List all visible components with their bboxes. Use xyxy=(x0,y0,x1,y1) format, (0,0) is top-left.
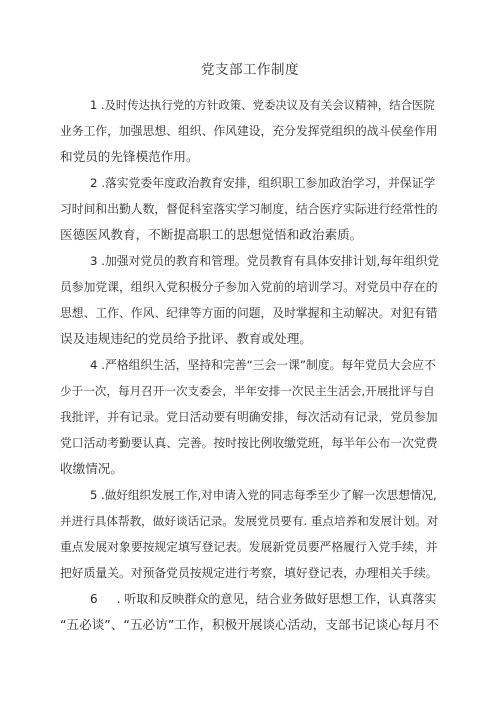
paragraph-4-line-3: 我批评，并有记录。党日活动要有明确安排，每次活动有记录，党员参加 xyxy=(60,410,438,424)
paragraph-5-line-4: 把好质量关。对预备党员按规定进行考察，填好登记表，办理相关手续。 xyxy=(60,566,438,580)
paragraph-2-line-2: 习时间和出勤人数，督促科室落实学习制度，结合医疗实际进行经常性的 xyxy=(60,202,438,216)
paragraph-4-line-5: 收缴情况。 xyxy=(60,461,123,476)
paragraph-3-line-2: 员参加党课，组织入党积极分子参加入党前的培训学习。对党员中存在的 xyxy=(60,280,438,294)
paragraph-4-line-4: 党口活动考勤要认真、完善。按时按比例收缴党班，每半年公布一次党费 xyxy=(60,436,438,450)
paragraph-2-line-1: 2 .落实党委年度政治教育安排，组织职工参加政治学习，并保证学 xyxy=(90,176,436,190)
document-title: 党支部工作制度 xyxy=(201,62,299,78)
paragraph-1-line-2: 业务工作，加强思想、组织、作风建设，充分发挥党组织的战斗侯垒作用 xyxy=(60,124,438,138)
paragraph-4-line-2: 少于一次，每月召开一次支委会，半年安排一次民主生活会,开展批评与自 xyxy=(60,384,435,398)
paragraph-5-line-1: 5 .做好组织发展工作,对申请入党的同志每季至少了解一次思想情况, xyxy=(90,488,437,502)
paragraph-2-line-3: 医德医风教育，不断提高职工的思想觉悟和政治素质。 xyxy=(60,227,363,242)
paragraph-5-line-3: 重点发展对象要按规定填写登记表。发展新党员要严格履行入党手续，并 xyxy=(60,540,438,554)
paragraph-3-line-1: 3 .加强对党员的教育和管理。党员教育有具体安排计划,每年组织党 xyxy=(90,254,440,268)
paragraph-3-line-3: 思想、工作、作风、纪律等方面的问题，及时掌握和主动解决。对犯有错 xyxy=(60,306,438,320)
paragraph-6-line-1: 6 . 听取和反映群众的意见，结合业务做好思想工作，认真落实 xyxy=(90,592,437,606)
paragraph-6-line-2: “五必谈”、“五必访”工作，积极开展谈心活动，支部书记谈心每月不 xyxy=(60,617,439,632)
paragraph-4-line-1: 4 .严格组织生活，坚持和完善“三会一课”制度。每年党员大会应不 xyxy=(90,358,436,372)
paragraph-5-line-2: 并进行具体帮教，做好谈话记录。发展党员要有. 重点培养和发展计划。对 xyxy=(60,514,439,528)
paragraph-1-line-3: 和党员的先锋模范作用。 xyxy=(60,149,199,164)
paragraph-3-line-4: 误及违规违纪的党员给予批评、教育或处理。 xyxy=(60,331,312,346)
paragraph-1-line-1: 1 .及时传达执行党的方针政策、党委决议及有关会议精神，结合医院 xyxy=(90,98,435,112)
